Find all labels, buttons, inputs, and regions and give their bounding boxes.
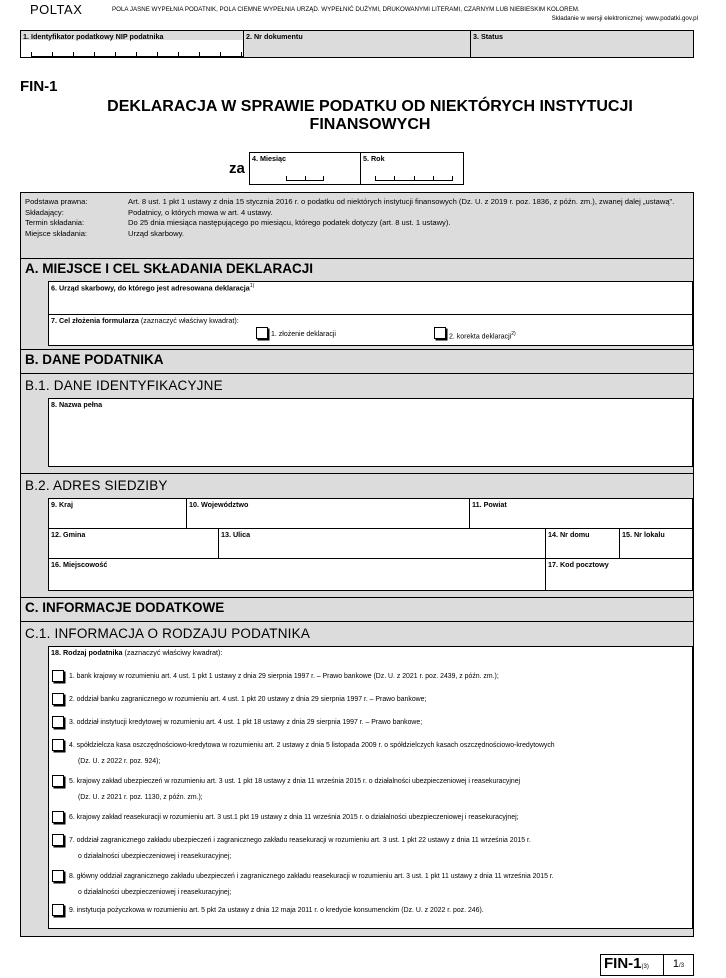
county-field[interactable]: [469, 498, 693, 531]
document-number-label: 2. Nr dokumentu: [246, 32, 303, 41]
year-field[interactable]: [361, 153, 463, 184]
country-field[interactable]: [48, 498, 189, 531]
filer-value: Podatnicy, o których mowa w art. 4 ustawy.: [128, 207, 273, 217]
postal-code-label: 17. Kod pocztowy: [548, 560, 609, 569]
brand-label: POLTAX: [30, 2, 83, 17]
electronic-filing-note: Składanie w wersji elektronicznej: www.podatki.gov.pl: [551, 15, 698, 22]
full-name-field[interactable]: [48, 398, 693, 467]
section-b-heading: B. DANE PODATNIKA: [21, 349, 693, 370]
declaration-body: [20, 192, 694, 937]
option-checkbox[interactable]: [52, 739, 64, 751]
nip-ticks: [31, 52, 243, 57]
section-c-heading: C. INFORMACJE DODATKOWE: [21, 597, 693, 618]
option-checkbox[interactable]: [52, 811, 64, 823]
deadline-value: Do 25 dnia miesiąca następującego po miesiącu, którego podatek dotyczy (art. 8 ust. 1 ustawy).: [128, 218, 451, 228]
legal-basis-key: Podstawa prawna:: [25, 197, 88, 206]
option-checkbox[interactable]: [52, 834, 64, 846]
section-b1-heading: B.1. DANE IDENTYFIKACYJNE: [21, 373, 693, 398]
option-text: 9. instytucja pożyczkowa w rozumieniu art. 5 pkt 2a ustawy z dnia 12 maja 2011 r. o kredycie konsumenckim (Dz. U. z 2022 r. poz. 246).: [69, 907, 484, 914]
option-checkbox[interactable]: [52, 904, 64, 916]
year-label: 5. Rok: [363, 154, 385, 163]
deadline-key: Termin składania:: [25, 218, 85, 228]
legal-basis-value: Art. 8 ust. 1 pkt 1 ustawy z dnia 15 stycznia 2016 r. o podatku od niektórych instytucji finansowych (Dz. U. z 2019 r. poz. 1836, z późn. zm.), zwanej dalej „ustawą”.: [128, 197, 675, 206]
locality-label: 16. Miejscowość: [51, 560, 108, 569]
form-title-line1: DEKLARACJA W SPRAWIE PODATKU OD NIEKTÓRYCH INSTYTUCJI: [107, 98, 633, 115]
nip-label: 1. Identyfikator podatkowy NIP podatnika: [23, 32, 164, 41]
option-checkbox[interactable]: [52, 870, 64, 882]
option-text: 8. główny oddział zagranicznego zakładu ubezpieczeń i zagranicznego zakładu reasekuracji w rozumieniu art. 3 ust. 1 pkt 11 ustawy z dnia 11 września 2015 r.: [69, 873, 554, 880]
section-c1-heading: C.1. INFORMACJA O RODZAJU PODATNIKA: [21, 621, 693, 646]
option-checkbox[interactable]: [52, 693, 64, 705]
fill-instruction: POLA JASNE WYPEŁNIA PODATNIK, POLA CIEMNE WYPEŁNIA URZĄD. WYPEŁNIĆ DUŻYMI, DRUKOWANYMI LITERAMI, CZARNYM LUB NIEBIESKIM KOLOREM.: [112, 6, 580, 13]
place-key: Miejsce składania:: [25, 228, 88, 238]
apartment-number-field[interactable]: [619, 528, 693, 561]
street-field[interactable]: [218, 528, 548, 561]
status-field: [471, 31, 693, 57]
nip-field[interactable]: [21, 31, 244, 57]
option-text: 2. oddział banku zagranicznego w rozumieniu art. 4 ust. 1 pkt 20 ustawy z dnia 29 sierpnia 1997 r. – Prawo bankowe;: [69, 696, 427, 703]
house-number-field[interactable]: [545, 528, 622, 561]
tax-office-label: 6. Urząd skarbowy, do którego jest adresowana deklaracja$^{1)}$: [51, 283, 255, 293]
footer-form-code: FIN-1(3): [600, 954, 664, 976]
purpose-label: 7. Cel złożenia formularza (zaznaczyć właściwy kwadrat):: [51, 316, 239, 325]
section-b2-heading: B.2. ADRES SIEDZIBY: [21, 473, 693, 498]
postal-code-field[interactable]: [545, 558, 693, 591]
option-text-cont: (Dz. U. z 2022 r. poz. 924);: [78, 758, 161, 765]
municipality-label: 12. Gmina: [51, 530, 86, 539]
option-checkbox[interactable]: [52, 716, 64, 728]
municipality-field[interactable]: [48, 528, 221, 561]
form-title-line2: FINANSOWYCH: [309, 116, 431, 133]
purpose-correction-checkbox[interactable]: [434, 327, 446, 339]
period-box: [249, 152, 464, 185]
option-text: 6. krajowy zakład reasekuracji w rozumieniu art. 3 ust.1 pkt 19 ustawy z dnia 11 września 2015 r. o działalności ubezpieczeniowej i reasekuracyjnej;: [69, 814, 519, 821]
full-name-label: 8. Nazwa pełna: [51, 400, 103, 409]
section-a-heading: A. MIEJSCE I CEL SKŁADANIA DEKLARACJI: [21, 258, 693, 279]
purpose-declaration-label: 1. złożenie deklaracji: [271, 331, 336, 338]
place-value: Urząd skarbowy.: [128, 228, 184, 238]
month-label: 4. Miesiąc: [252, 154, 286, 163]
year-ticks: [375, 176, 453, 181]
status-label: 3. Status: [473, 32, 503, 41]
document-number-field: [244, 31, 471, 57]
option-text: 1. bank krajowy w rozumieniu art. 4 ust. 1 pkt 1 ustawy z dnia 29 sierpnia 1997 r. – Prawo bankowe (Dz. U. z 2021 r. poz. 2439, z późn. zm.);: [69, 673, 499, 680]
voivodeship-field[interactable]: [186, 498, 472, 531]
purpose-declaration-checkbox[interactable]: [256, 327, 268, 339]
option-text: 7. oddział zagranicznego zakładu ubezpieczeń i zagranicznego zakładu reasekuracji w rozumieniu art. 3 ust. 1 pkt 22 ustawy z dnia 11 września 2015 r.: [69, 837, 531, 844]
month-ticks: [286, 176, 324, 181]
purpose-field: [48, 314, 693, 346]
option-text: 5. krajowy zakład ubezpieczeń w rozumieniu art. 3 ust. 1 pkt 18 ustawy z dnia 11 września 2015 r. o działalności ubezpieczeniowej i reasekuracyjnej: [69, 778, 521, 785]
option-text: 3. oddział instytucji kredytowej w rozumieniu art. 4 ust. 1 pkt 18 ustawy z dnia 29 sierpnia 1997 r. – Prawo bankowe;: [69, 719, 423, 726]
header-fields: [20, 30, 694, 58]
legal-info: [25, 197, 685, 239]
month-field[interactable]: [250, 153, 361, 184]
option-text-cont: o działalności ubezpieczeniowej i reasekuracyjnej;: [78, 853, 232, 860]
filer-key: Składający:: [25, 207, 64, 217]
form-title: [60, 98, 680, 134]
option-text-cont: o działalności ubezpieczeniowej i reasekuracyjnej;: [78, 889, 232, 896]
street-label: 13. Ulica: [221, 530, 251, 539]
apartment-number-label: 15. Nr lokalu: [622, 530, 665, 539]
county-label: 11. Powiat: [472, 500, 507, 509]
tax-office-field[interactable]: [48, 281, 693, 316]
form-code: FIN-1: [20, 78, 58, 95]
taxpayer-type-label: 18. Rodzaj podatnika (zaznaczyć właściwy kwadrat):: [51, 648, 223, 657]
period-za-label: za: [229, 160, 245, 177]
locality-field[interactable]: [48, 558, 548, 591]
option-text-cont: (Dz. U. z 2021 r. poz. 1130, z późn. zm.);: [78, 794, 203, 801]
option-checkbox[interactable]: [52, 775, 64, 787]
option-text: 4. spółdzielcza kasa oszczędnościowo-kredytowa w rozumieniu art. 2 ustawy z dnia 5 listopada 2009 r. o spółdzielczych kasach oszczędnościowo-kredytowych: [69, 742, 555, 749]
option-checkbox[interactable]: [52, 670, 64, 682]
purpose-correction-label: 2. korekta deklaracji$^{2)}$: [449, 331, 516, 341]
house-number-label: 14. Nr domu: [548, 530, 590, 539]
footer-page-number: 1/3: [664, 954, 694, 976]
country-label: 9. Kraj: [51, 500, 73, 509]
voivodeship-label: 10. Województwo: [189, 500, 249, 509]
